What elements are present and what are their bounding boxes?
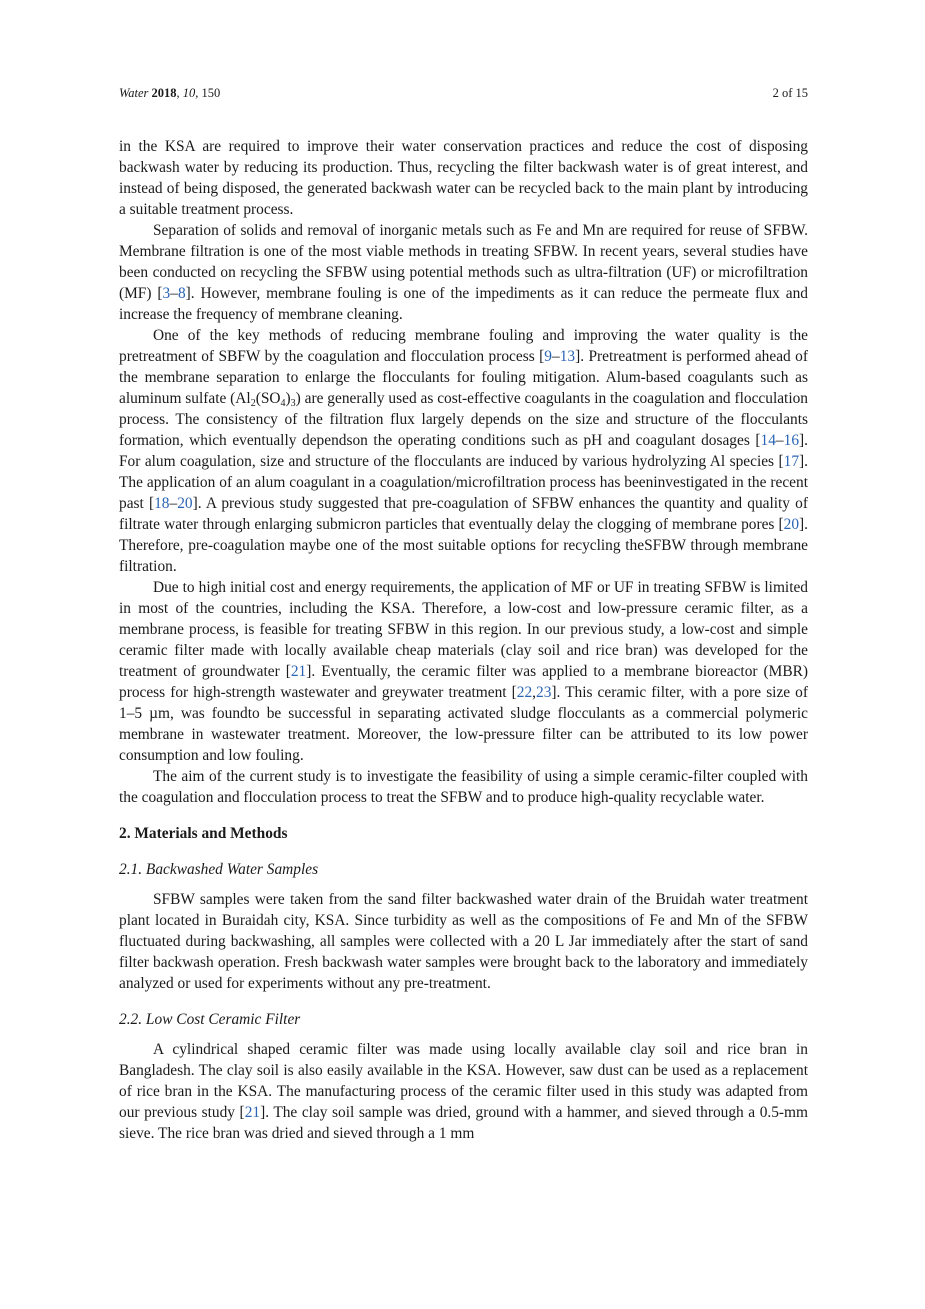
subsection-heading: 2.1. Backwashed Water Samples	[119, 861, 319, 878]
paragraph: Due to high initial cost and energy requirements, the application of MF or UF in treating SFBW is limited in most of the countries, including the KSA. Therefore, a low-cost and low-pressure ceramic filter, as a membrane process, is feasible for treating SFBW in this region. In our previous study, a low-cost and simple ceramic filter made with locally available cheap materials (clay soil and rice bran) was developed for the treatment of groundwater [21]. Eventually, the ceramic filter was applied to a membrane bioreactor (MBR) process for high-strength wastewater and greywater treatment [22,23]. This ceramic filter, with a pore size of 1–5 µm, was foundto be successful in separating activated sludge flocculants as a commercial polymeric membrane in wastewater treatment. Moreover, the low-pressure filter can be attributed to its low power consumption and low fouling.	[119, 579, 808, 764]
citation-link[interactable]: 23	[536, 684, 552, 701]
section-heading: 2. Materials and Methods	[119, 825, 288, 842]
citation: Water 2018, 10, 150	[119, 86, 221, 100]
citation-link[interactable]: 20	[783, 516, 800, 533]
paragraph: in the KSA are required to improve their water conservation practices and reduce the cost of disposing backwash water by reducing its production. Thus, recycling the filter backwash water is of great interest, and instead of being disposed, the generated backwash water can be recycled back to the main plant by introducing a suitable treatment process.	[119, 138, 808, 218]
citation-link[interactable]: 14	[760, 432, 776, 449]
citation-link[interactable]: 22	[516, 684, 533, 701]
body-text	[119, 136, 808, 1144]
journal-name: Water	[119, 86, 149, 100]
running-header	[119, 86, 808, 101]
citation-link[interactable]: 9	[544, 348, 552, 365]
citation-link[interactable]: 13	[559, 348, 576, 365]
paragraph: SFBW samples were taken from the sand filter backwashed water drain of the Bruidah water treatment plant located in Buraidah city, KSA. Since turbidity as well as the compositions of Fe and Mn of the SFBW fluctuated during backwashing, all samples were collected with a 20 L Jar immediately after the start of sand filter backwash operation. Fresh backwash water samples were brought back to the laboratory and immediately analyzed or used for experiments without any pre-treatment.	[119, 891, 808, 992]
citation-link[interactable]: 8	[177, 285, 186, 302]
article-number: 150	[201, 86, 221, 100]
page-number: 2 of 15	[772, 86, 808, 100]
subsection-heading: 2.2. Low Cost Ceramic Filter	[119, 1011, 301, 1028]
citation-link[interactable]: 17	[783, 453, 800, 470]
citation-link[interactable]: 21	[290, 663, 307, 680]
year: 2018	[151, 86, 177, 100]
paragraph: One of the key methods of reducing membrane fouling and improving the water quality is the pretreatment of SBFW by the coagulation and flocculation process [9–13]. Pretreatment is performed ahead of the membrane separation to enlarge the flocculants for fouling mitigation. Alum-based coagulants such as aluminum sulfate $(Al_2(SO_4)_3)$ are generally used as cost-effective coagulants in the coagulation and flocculation process. The consistency of the filtration flux largely depends on the size and structure of the flocculants formation, which eventually dependson the operating conditions such as pH and coagulant dosages [14–16]. For alum coagulation, size and structure of the flocculants are induced by various hydrolyzing Al species [17]. The application of an alum coagulant in a coagulation/microfiltration process has beeninvestigated in the recent past [18–20]. A previous study suggested that pre-coagulation of SFBW enhances the quantity and quality of filtrate water through enlarging submicron particles that eventually delay the clogging of membrane pores [20]. Therefore, pre-coagulation maybe one of the most suitable options for recycling theSFBW through membrane filtration.	[119, 327, 808, 575]
paragraph: A cylindrical shaped ceramic filter was made using locally available clay soil and rice bran in Bangladesh. The clay soil is also easily available in the KSA. However, saw dust can be used as a replacement of rice bran in the KSA. The manufacturing process of the ceramic filter used in this study was adapted from our previous study [21]. The clay soil sample was dried, ground with a hammer, and sieved through a 0.5-mm sieve. The rice bran was dried and sieved through a 1 mm	[119, 1041, 808, 1142]
citation-link[interactable]: 18	[154, 495, 170, 512]
citation-link[interactable]: 20	[177, 495, 193, 512]
paragraph: The aim of the current study is to investigate the feasibility of using a simple ceramic-filter coupled with the coagulation and flocculation process to treat the SFBW and to produce high-quality recyclable water.	[119, 768, 808, 806]
paragraph: Separation of solids and removal of inorganic metals such as Fe and Mn are required for reuse of SFBW. Membrane filtration is one of the most viable methods in treating SFBW. In recent years, several studies have been conducted on recycling the SFBW using potential methods such as ultra-filtration (UF) or microfiltration (MF) [3–8]. However, membrane fouling is one of the impediments as it can reduce the permeate flux and increase the frequency of membrane cleaning.	[119, 222, 808, 323]
citation-link[interactable]: 16	[783, 432, 800, 449]
citation-link[interactable]: 3	[162, 285, 171, 302]
volume: 10	[182, 86, 196, 100]
citation-link[interactable]: 21	[244, 1104, 261, 1121]
